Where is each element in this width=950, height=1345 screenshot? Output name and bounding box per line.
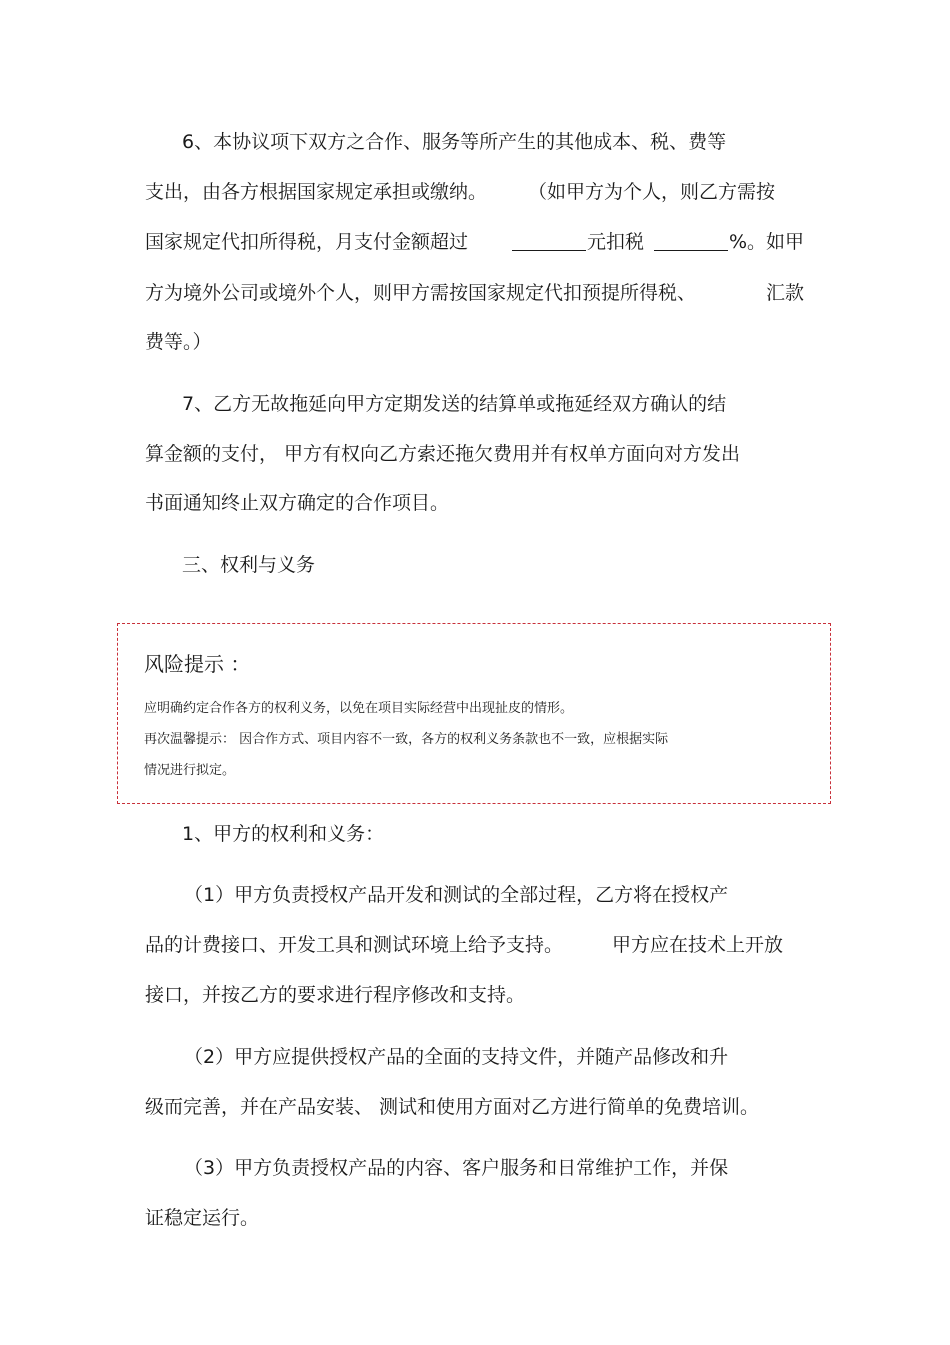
clause6-line3c: %。如甲 [729,231,805,253]
clause6-line5: 费等。） [145,331,212,353]
item2-line2: 级而完善，并在产品安装、 测试和使用方面对乙方进行简单的免费培训。 [145,1096,760,1118]
risk-title: 风险提示 ： [144,652,251,676]
tax-threshold-blank[interactable] [512,232,586,251]
item3-line2: 证稳定运行。 [145,1207,260,1229]
risk-line2: 再次温馨提示： 因合作方式、项目内容不一致，各方的权利义务条款也不一致，应根据实际 [144,732,669,747]
clause7-line2: 算金额的支付， 甲方有权向乙方索还拖欠费用并有权单方面向对方发出 [145,443,741,465]
risk-line1: 应明确约定合作各方的权利义务，以免在项目实际经营中出现扯皮的情形。 [144,701,574,716]
item1-line2a: 品的计费接口、开发工具和测试环境上给予支持。 [145,934,564,956]
item1-line1: （1）甲方负责授权产品开发和测试的全部过程，乙方将在授权产 [184,884,729,906]
clause6-line1: 6、本协议项下双方之合作、服务等所产生的其他成本、税、费等 [182,131,727,153]
clause6-line2b: （如甲方为个人，则乙方需按 [528,181,776,203]
clause6-line2a: 支出，由各方根据国家规定承担或缴纳。 [145,181,488,203]
clause7-line3: 书面通知终止双方确定的合作项目。 [145,492,450,514]
clause6-line4b: 汇款 [766,282,805,304]
item3-line1: （3）甲方负责授权产品的内容、客户服务和日常维护工作，并保 [184,1157,729,1179]
tax-rate-blank[interactable] [654,232,728,251]
section-heading: 三、权利与义务 [182,554,316,576]
clause6-line3a: 国家规定代扣所得税，月支付金额超过 [145,231,469,253]
item1-line2b: 甲方应在技术上开放 [612,934,784,956]
item2-line1: （2）甲方应提供授权产品的全面的支持文件，并随产品修改和升 [184,1046,729,1068]
clause6-line4a: 方为境外公司或境外个人，则甲方需按国家规定代扣预提所得税、 [145,282,697,304]
item1-line3: 接口，并按乙方的要求进行程序修改和支持。 [145,984,526,1006]
risk-notice-box [117,623,831,804]
partyA-heading: 1、甲方的权利和义务： [182,823,385,845]
clause7-line1: 7、乙方无故拖延向甲方定期发送的结算单或拖延经双方确认的结 [182,393,727,415]
clause6-line3b: 元扣税 [587,231,645,253]
risk-line3: 情况进行拟定。 [144,763,236,778]
